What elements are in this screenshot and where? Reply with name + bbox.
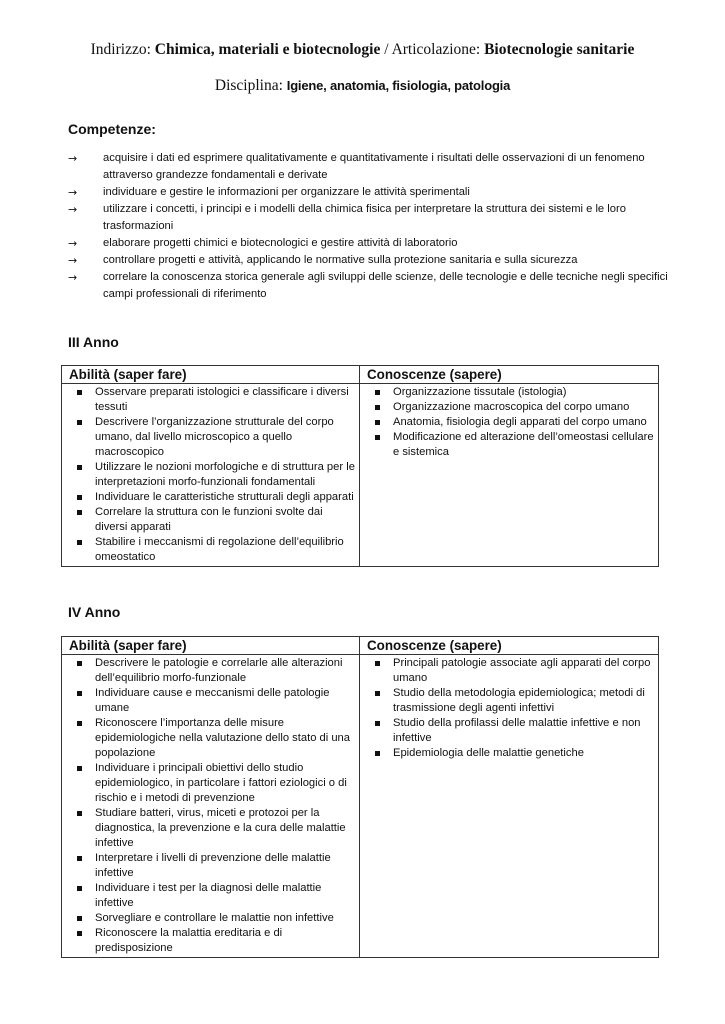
competenza-text: acquisire i dati ed esprimere qualitativamente e quantitativamente i risultati delle osservazioni di un fenomeno attraverso grandezze fondamentali e derivate (103, 152, 645, 181)
arrow-right-icon: → (68, 237, 78, 250)
conoscenza-item: Epidemiologia delle malattie genetiche (374, 746, 654, 761)
anno4-abilita-cell (62, 655, 360, 958)
competenza-text: controllare progetti e attività, applicando le normative sulla protezione sanitaria e sulla sicurezza (103, 254, 578, 266)
anno3-content-row (62, 384, 659, 567)
conoscenza-item: Studio della metodologia epidemiologica; metodi di trasmissione degli agenti infettivi (374, 686, 654, 716)
arrow-right-icon: → (68, 271, 78, 284)
conoscenza-item: Studio della profilassi delle malattie infettive e non infettive (374, 716, 654, 746)
anno4-content-row (62, 655, 659, 958)
anno3-heading: III Anno (68, 334, 119, 350)
competenze-list (68, 150, 668, 303)
anno3-table (61, 365, 659, 567)
competenza-item (68, 252, 668, 269)
competenza-text: individuare e gestire le informazioni per organizzare le attività sperimentali (103, 186, 470, 198)
anno3-abilita-cell (62, 384, 360, 567)
indirizzo-value: Chimica, materiali e biotecnologie (154, 41, 381, 58)
abilita-item: Descrivere le patologie e correlarle alle alterazioni dell’equilibrio morfo-funzionale (76, 656, 355, 686)
abilita-item: Studiare batteri, virus, miceti e protozoi per la diagnostica, la prevenzione e la cura delle malattie infettive (76, 806, 355, 851)
competenza-text: elaborare progetti chimici e biotecnologici e gestire attività di laboratorio (103, 237, 458, 249)
abilita-item: Interpretare i livelli di prevenzione delle malattie infettive (76, 851, 355, 881)
abilita-item: Sorvegliare e controllare le malattie non infettive (76, 911, 355, 926)
abilita-item: Individuare cause e meccanismi delle patologie umane (76, 686, 355, 716)
disciplina-value: Igiene, anatomia, fisiologia, patologia (286, 78, 511, 93)
abilita-item: Individuare i principali obiettivi dello studio epidemiologico, in particolare i fattori eziologici o di rischio e i metodi di prevenzione (76, 761, 355, 806)
anno3-abilita-list (76, 385, 355, 565)
abilita-item: Individuare i test per la diagnosi delle malattie infettive (76, 881, 355, 911)
arrow-right-icon: → (68, 254, 78, 267)
anno3-header-row (62, 366, 659, 384)
anno4-heading: IV Anno (68, 604, 121, 620)
arrow-right-icon: → (68, 186, 78, 199)
anno3-col-conoscenze: Conoscenze (sapere) (360, 366, 659, 384)
competenza-item (68, 201, 668, 235)
anno4-header-row (62, 637, 659, 655)
arrow-right-icon: → (68, 203, 78, 216)
anno4-col-conoscenze: Conoscenze (sapere) (360, 637, 659, 655)
conoscenza-item: Modificazione ed alterazione dell’omeostasi cellulare e sistemica (374, 430, 654, 460)
abilita-item: Stabilire i meccanismi di regolazione dell’equilibrio omeostatico (76, 535, 355, 565)
competenza-text: correlare la conoscenza storica generale agli sviluppi delle scienze, delle tecnologie e delle tecniche negli specifici campi professionali di riferimento (103, 271, 668, 300)
anno4-abilita-list (76, 656, 355, 956)
conoscenza-item: Anatomia, fisiologia degli apparati del corpo umano (374, 415, 654, 430)
anno4-conoscenze-list (374, 656, 654, 761)
anno3-col-abilita: Abilità (saper fare) (62, 366, 360, 384)
anno3-conoscenze-cell (360, 384, 659, 567)
abilita-item: Utilizzare le nozioni morfologiche e di struttura per le interpretazioni morfo-funzionali fondamentali (76, 460, 355, 490)
abilita-item: Riconoscere la malattia ereditaria e di predisposizione (76, 926, 355, 956)
anno4-conoscenze-cell (360, 655, 659, 958)
abilita-item: Correlare la struttura con le funzioni svolte dai diversi apparati (76, 505, 355, 535)
competenza-item (68, 269, 668, 303)
conoscenza-item: Principali patologie associate agli apparati del corpo umano (374, 656, 654, 686)
competenza-item (68, 150, 668, 184)
header-separator: / (384, 41, 389, 58)
articolazione-label: Articolazione: (391, 41, 481, 58)
articolazione-value: Biotecnologie sanitarie (484, 41, 635, 58)
competenza-text: utilizzare i concetti, i principi e i modelli della chimica fisica per interpretare la struttura dei sistemi e le loro trasformazioni (103, 203, 626, 232)
disciplina-line (0, 76, 725, 96)
abilita-item: Osservare preparati istologici e classificare i diversi tessuti (76, 385, 355, 415)
indirizzo-line (0, 40, 725, 60)
competenza-item (68, 184, 668, 201)
abilita-item: Descrivere l’organizzazione strutturale del corpo umano, dal livello microscopico a quello macroscopico (76, 415, 355, 460)
conoscenza-item: Organizzazione tissutale (istologia) (374, 385, 654, 400)
anno4-col-abilita: Abilità (saper fare) (62, 637, 360, 655)
abilita-item: Riconoscere l’importanza delle misure epidemiologiche nella valutazione dello stato di una popolazione (76, 716, 355, 761)
disciplina-label: Disciplina: (214, 77, 283, 94)
competenze-heading: Competenze: (68, 121, 156, 137)
anno3-conoscenze-list (374, 385, 654, 460)
conoscenza-item: Organizzazione macroscopica del corpo umano (374, 400, 654, 415)
indirizzo-label: Indirizzo: (90, 41, 151, 58)
arrow-right-icon: → (68, 152, 78, 165)
competenza-item (68, 235, 668, 252)
abilita-item: Individuare le caratteristiche strutturali degli apparati (76, 490, 355, 505)
anno4-table (61, 636, 659, 958)
